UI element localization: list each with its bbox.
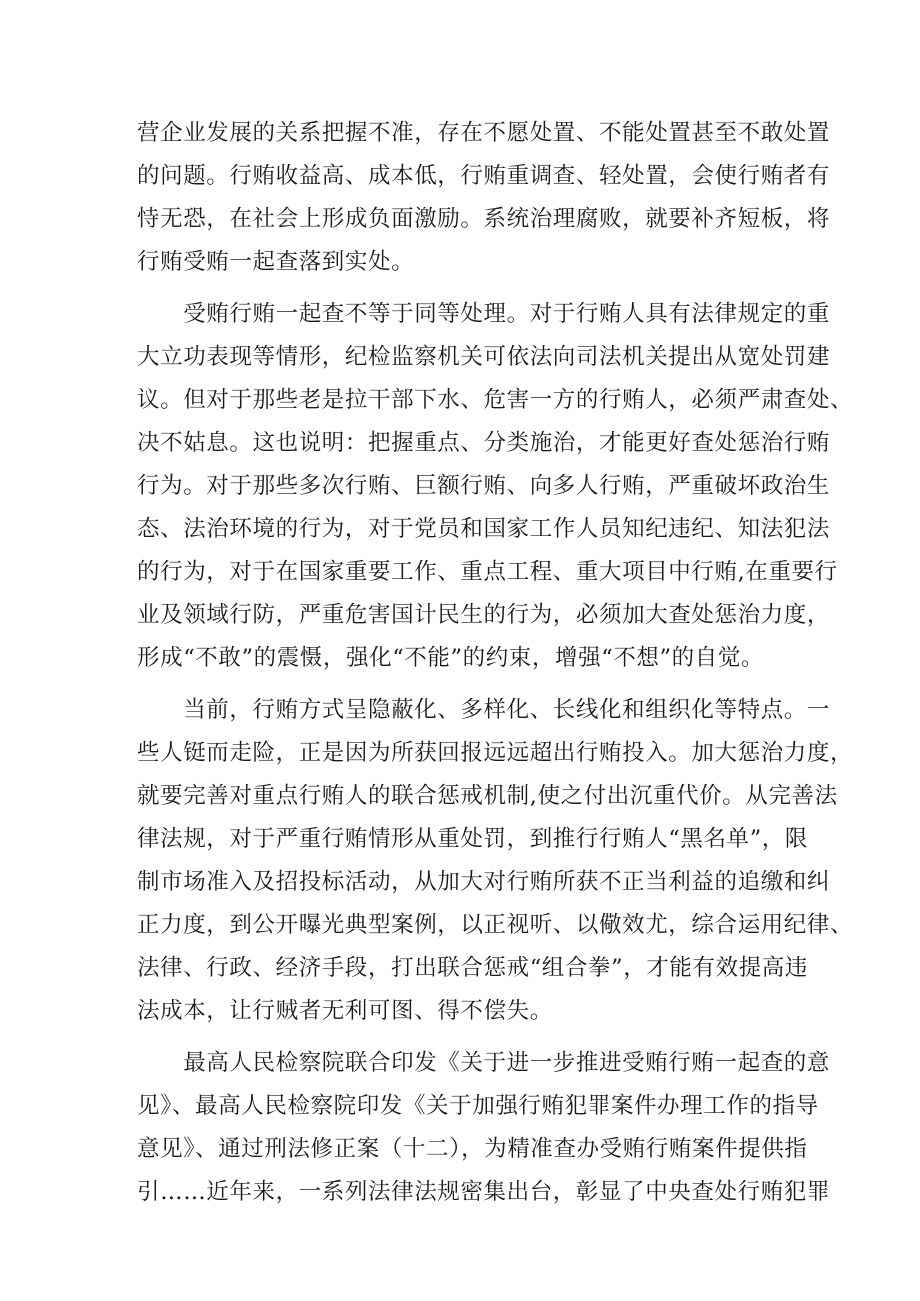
text-line: 当前，行贿方式呈隐蔽化、多样化、长线化和组织化等特点。一 (137, 697, 831, 723)
text-line: 行贿受贿一起查落到实处。 (137, 249, 415, 275)
paragraph-1 (137, 112, 831, 284)
text-line: 正力度，到公开曝光典型案例，以正视听、以儆效尤，综合运用纪律、 (137, 912, 854, 938)
paragraph-gap (137, 680, 797, 689)
text-line: 的行为，对于在国家重要工作、重点工程、重大项目中行贿,在重要行 (137, 559, 838, 585)
text-line: 就要完善对重点行贿人的联合惩戒机制,使之付出沉重代价。从完善法 (137, 783, 838, 809)
paragraph-gap (137, 1033, 797, 1042)
text-line: 业及领域行防，严重危害国计民生的行为，必须加大查处惩治力度， (137, 602, 831, 628)
paragraph-2 (137, 293, 854, 680)
text-line: 受贿行贿一起查不等于同等处理。对于行贿人具有法律规定的重 (137, 301, 831, 327)
text-line: 大立功表现等情形，纪检监察机关可依法向司法机关提出从宽处罚建 (137, 344, 831, 370)
text-line: 最高人民检察院联合印发《关于进一步推进受贿行贿一起查的意 (137, 1050, 831, 1076)
paragraph-gap (137, 284, 797, 293)
paragraph-3 (137, 689, 854, 1033)
document-body (137, 112, 854, 1214)
text-line: 决不姑息。这也说明：把握重点、分类施治，才能更好查处惩治行贿 (137, 430, 831, 456)
text-line: 恃无恐，在社会上形成负面激励。系统治理腐败，就要补齐短板，将 (137, 206, 831, 232)
text-line: 引……近年来，一系列法律法规密集出台，彰显了中央查处行贿犯罪 (137, 1179, 831, 1205)
text-line: 议。但对于那些老是拉干部下水、危害一方的行贿人，必须严肃查处、 (137, 387, 854, 413)
text-line: 法律、行政、经济手段，打出联合惩戒“组合拳”，才能有效提高违 (137, 955, 809, 981)
text-line: 形成“不敢”的震慑，强化“不能”的约束，增强“不想”的自觉。 (137, 645, 765, 671)
paragraph-4 (137, 1042, 831, 1214)
text-line: 见》、最高人民检察院印发《关于加强行贿犯罪案件办理工作的指导 (137, 1093, 819, 1119)
text-line: 的问题。行贿收益高、成本低，行贿重调查、轻处置，会使行贿者有 (137, 163, 831, 189)
text-line: 些人铤而走险，正是因为所获回报远远超出行贿投入。加大惩治力度， (137, 740, 854, 766)
text-line: 态、法治环境的行为，对于党员和国家工作人员知纪违纪、知法犯法 (137, 516, 831, 542)
text-line: 营企业发展的关系把握不准，存在不愿处置、不能处置甚至不敢处置 (137, 120, 831, 146)
text-line: 律法规，对于严重行贿情形从重处罚，到推行行贿人“黑名单”，限 (137, 826, 809, 852)
text-line: 意见》、通过刑法修正案（十二），为精准查办受贿行贿案件提供指 (137, 1136, 808, 1162)
text-line: 行为。对于那些多次行贿、巨额行贿、向多人行贿，严重破坏政治生 (137, 473, 831, 499)
text-line: 法成本，让行贼者无利可图、得不偿失。 (137, 998, 553, 1024)
text-line: 制市场准入及招投标活动，从加大对行贿所获不正当利益的追缴和纠 (137, 869, 831, 895)
